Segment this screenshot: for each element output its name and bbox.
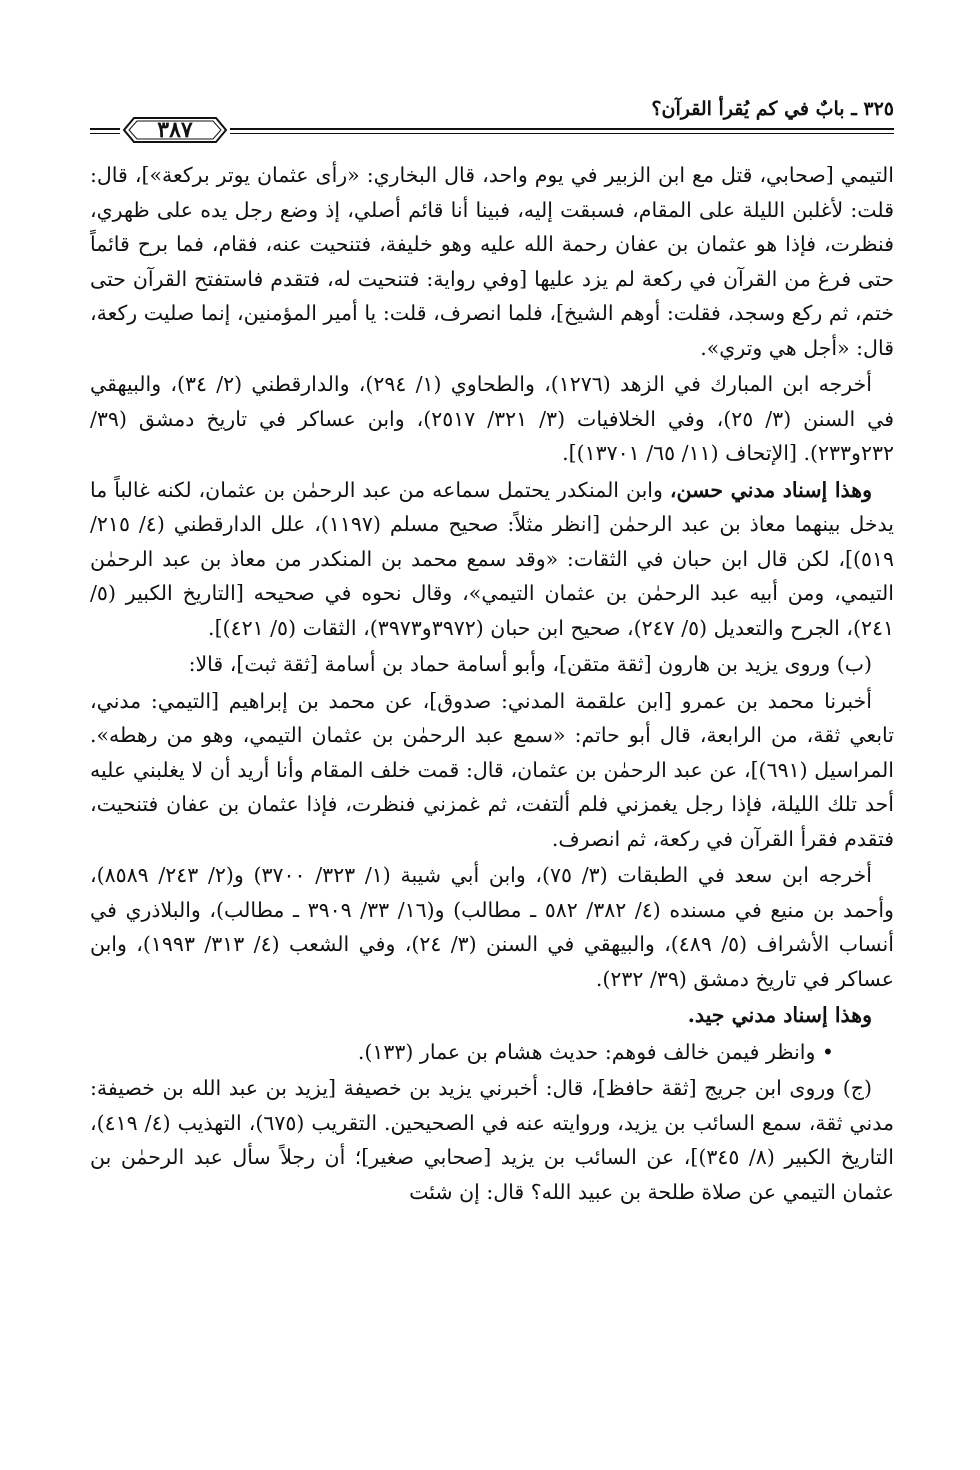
bullet-note: • وانظر فيمن خالف فوهم: حديث هشام بن عمار (١٣٣). — [357, 1039, 834, 1064]
paragraph-5: أخبرنا محمد بن عمرو [ابن علقمة المدني: صدوق]، عن محمد بن إبراهيم [التيمي: مدني، تابعي ثقة، من الرابعة، قال أبو حاتم: «سمع عبد الرحمٰن بن عثمان التيمي، وهو من رهطه». المراسيل (٦٩١)]، عن عبد الرحمٰن بن عثمان، قال: قمت خلف المقام وأنا أريد أن لا يغلبني عليه أحد تلك الليلة، فإذا رجل يغمزني فلم ألتفت، ثم غمزني فنظرت، فإذا عثمان بن عفان فتنحيت، فتقدم فقرأ القرآن في ركعة، ثم انصرف. — [90, 688, 894, 851]
page-number: ٣٨٧ — [157, 117, 193, 143]
page-number-badge — [120, 114, 230, 146]
paragraph-3-lead: وهذا إسناد مدني حسن، — [669, 477, 872, 502]
page-header — [90, 96, 894, 148]
paragraph-3-text: وابن المنكدر يحتمل سماعه من عبد الرحمٰن بن عثمان، لكنه غالباً ما يدخل بينهما معاذ بن عبد الرحمٰن [انظر مثلاً: صحيح مسلم (١١٩٧)، علل الدارقطني (٤/ ٢١٥/ ٥١٩)]، لكن قال ابن حبان في الثقات: «وقد سمع محمد بن المنكدر من معاذ بن عبد الرحمٰن التيمي، ومن أبيه عبد الرحمٰن بن عثمان التيمي»، وقال نحوه في صحيحه [التاريخ الكبير (٥/ ٢٤١)، الجرح والتعديل (٥/ ٢٤٧)، صحيح ابن حبان (٣٩٧٢و٣٩٧٣)، الثقات (٥/ ٤٢١)]. — [90, 477, 894, 640]
paragraph-9: (ج) وروى ابن جريج [ثقة حافظ]، قال: أخبرني يزيد بن خصيفة [يزيد بن عبد الله بن خصيفة: مدني ثقة، سمع السائب بن يزيد، وروايته عنه في الصحيحين. التقريب (٦٧٥)، التهذيب (٤/ ٤١٩)، التاريخ الكبير (٨/ ٣٤٥)]، عن السائب بن يزيد [صحابي صغير]؛ أن رجلاً سأل عبد الرحمٰن بن عثمان التيمي عن صلاة طلحة بن عبيد الله؟ قال: إن شئت — [90, 1076, 894, 1204]
paragraph-7: وهذا إسناد مدني جيد. — [687, 1003, 872, 1027]
paragraph-1: التيمي [صحابي، قتل مع ابن الزبير في يوم واحد، قال البخاري: «رأى عثمان يوتر بركعة»]، قال: قلت: لأغلبن الليلة على المقام، فسبقت إليه، فبينا أنا قائم أصلي، إذ وضع رجل يده على ظهري، فنظرت، فإذا هو عثمان بن عفان رحمة الله عليه وهو خليفة، فتنحيت عنه، فقام، فما برح قائماً حتى فرغ من القرآن في ركعة لم يزد عليها [وفي رواية: فتنحيت له، فتقدم فاستفتح القرآن حتى ختم، ثم ركع وسجد، فقلت: أوهم الشيخ]، فلما انصرف، قلت: يا أمير المؤمنين، إنما صليت ركعة، قال: «أجل هي وتري». — [90, 163, 894, 360]
paragraph-6: أخرجه ابن سعد في الطبقات (٣/ ٧٥)، وابن أبي شيبة (١/ ٣٢٣/ ٣٧٠٠) و(٢/ ٢٤٣/ ٨٥٨٩)، وأحمد بن منيع في مسنده (٤/ ٣٨٢/ ٥٨٢ ـ مطالب) و(١٦/ ٣٣/ ٣٩٠٩ ـ مطالب)، والبلاذري في أنساب الأشراف (٥/ ٤٨٩)، والبيهقي في السنن (٣/ ٢٤)، وفي الشعب (٤/ ٣١٣/ ١٩٩٣)، وابن عساكر في تاريخ دمشق (٣٩/ ٢٣٢). — [90, 863, 894, 991]
document-page — [90, 96, 894, 1211]
chapter-title: ٣٢٥ ـ بابٌ في كم يُقرأ القرآن؟ — [651, 98, 894, 120]
paragraph-3 — [90, 473, 894, 646]
header-rule — [230, 128, 894, 134]
paragraph-2: أخرجه ابن المبارك في الزهد (١٢٧٦)، والطحاوي (١/ ٢٩٤)، والدارقطني (٢/ ٣٤)، والبيهقي في السنن (٣/ ٢٥)، وفي الخلافيات (٣/ ٣٢١/ ٢٥١٧)، وابن عساكر في تاريخ دمشق (٣٩/ ٢٣٢و٢٣٣). [الإتحاف (١١/ ٦٥/ ١٣٧٠١)]. — [90, 372, 894, 465]
paragraph-4: (ب) وروى يزيد بن هارون [ثقة متقن]، وأبو أسامة حماد بن أسامة [ثقة ثبت]، قالا: — [188, 652, 872, 676]
page-body — [90, 158, 894, 1209]
header-rule-left — [90, 128, 120, 134]
